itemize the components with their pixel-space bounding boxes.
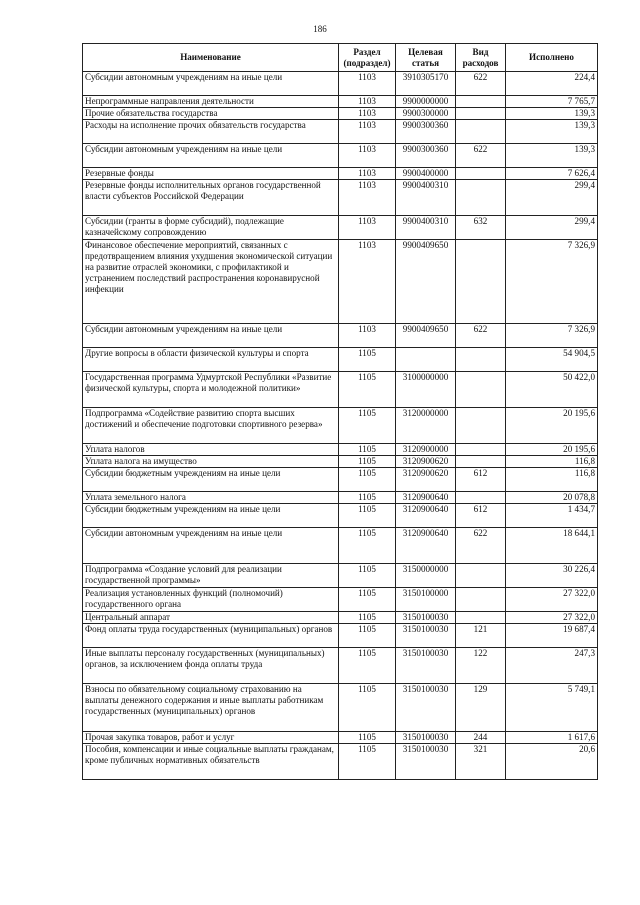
row-amount-cell: 116,8 — [506, 456, 598, 468]
header-amount: Исполнено — [506, 44, 598, 72]
row-section-cell: 1105 — [339, 588, 396, 612]
row-name-cell: Подпрограмма «Создание условий для реализации государственной программы» — [83, 564, 339, 588]
row-type-cell: 622 — [456, 528, 506, 564]
table-row — [83, 408, 598, 444]
row-type-cell — [456, 120, 506, 144]
header-target: Целевая статья — [396, 44, 456, 72]
table-row — [83, 624, 598, 648]
table-row — [83, 216, 598, 240]
row-type-cell — [456, 456, 506, 468]
row-target-cell — [396, 348, 456, 372]
row-target-cell: 3120900640 — [396, 492, 456, 504]
row-name-cell: Другие вопросы в области физической культуры и спорта — [83, 348, 339, 372]
row-type-cell — [456, 444, 506, 456]
table-row — [83, 348, 598, 372]
row-amount-cell: 7 626,4 — [506, 168, 598, 180]
row-section-cell: 1103 — [339, 96, 396, 108]
table-row — [83, 528, 598, 564]
row-section-cell: 1105 — [339, 372, 396, 408]
row-section-cell: 1103 — [339, 168, 396, 180]
row-type-cell — [456, 564, 506, 588]
row-name-cell: Субсидии (гранты в форме субсидий), подлежащие казначейскому сопровождению — [83, 216, 339, 240]
row-type-cell — [456, 240, 506, 324]
row-target-cell: 9900300360 — [396, 144, 456, 168]
row-target-cell: 3910305170 — [396, 72, 456, 96]
row-name-cell: Резервные фонды — [83, 168, 339, 180]
row-amount-cell: 7 326,9 — [506, 240, 598, 324]
table-row — [83, 684, 598, 732]
row-type-cell: 612 — [456, 504, 506, 528]
row-name-cell: Центральный аппарат — [83, 612, 339, 624]
row-amount-cell: 247,3 — [506, 648, 598, 684]
row-section-cell: 1105 — [339, 408, 396, 444]
row-amount-cell: 224,4 — [506, 72, 598, 96]
table-row — [83, 492, 598, 504]
row-name-cell: Пособия, компенсации и иные социальные выплаты гражданам, кроме публичных нормативных обязательств — [83, 744, 339, 780]
row-name-cell: Субсидии автономным учреждениям на иные цели — [83, 528, 339, 564]
row-section-cell: 1105 — [339, 612, 396, 624]
row-target-cell: 3150100030 — [396, 684, 456, 732]
row-name-cell: Прочие обязательства государства — [83, 108, 339, 120]
row-section-cell: 1103 — [339, 72, 396, 96]
row-target-cell: 9900400310 — [396, 180, 456, 216]
row-section-cell: 1105 — [339, 456, 396, 468]
table-row — [83, 468, 598, 492]
row-name-cell: Резервные фонды исполнительных органов государственной власти субъектов Российской Федерации — [83, 180, 339, 216]
row-section-cell: 1105 — [339, 684, 396, 732]
row-section-cell: 1105 — [339, 348, 396, 372]
table-row — [83, 120, 598, 144]
row-amount-cell: 27 322,0 — [506, 612, 598, 624]
row-name-cell: Фонд оплаты труда государственных (муниципальных) органов — [83, 624, 339, 648]
row-amount-cell: 18 644,1 — [506, 528, 598, 564]
row-target-cell: 9900300000 — [396, 108, 456, 120]
row-name-cell: Иные выплаты персоналу государственных (муниципальных) органов, за исключением фонда оплаты труда — [83, 648, 339, 684]
row-amount-cell: 299,4 — [506, 180, 598, 216]
row-section-cell: 1103 — [339, 108, 396, 120]
page-number: 186 — [313, 24, 327, 34]
table-header-row — [83, 44, 598, 72]
row-target-cell: 3100000000 — [396, 372, 456, 408]
row-target-cell: 3150100030 — [396, 648, 456, 684]
row-type-cell: 122 — [456, 648, 506, 684]
row-type-cell — [456, 372, 506, 408]
row-type-cell — [456, 492, 506, 504]
table-body — [83, 72, 598, 780]
row-target-cell: 9900000000 — [396, 96, 456, 108]
row-name-cell: Уплата земельного налога — [83, 492, 339, 504]
row-type-cell — [456, 408, 506, 444]
row-target-cell: 9900400310 — [396, 216, 456, 240]
row-section-cell: 1105 — [339, 564, 396, 588]
row-section-cell: 1105 — [339, 744, 396, 780]
row-type-cell — [456, 588, 506, 612]
row-target-cell: 3120900640 — [396, 528, 456, 564]
row-name-cell: Расходы на исполнение прочих обязательств государства — [83, 120, 339, 144]
table-row — [83, 372, 598, 408]
row-name-cell: Государственная программа Удмуртской Республики «Развитие физической культуры, спорта и молодежной политики» — [83, 372, 339, 408]
row-name-cell: Уплата налога на имущество — [83, 456, 339, 468]
table-row — [83, 144, 598, 168]
row-amount-cell: 1 617,6 — [506, 732, 598, 744]
row-name-cell: Реализация установленных функций (полномочий) государственного органа — [83, 588, 339, 612]
row-name-cell: Субсидии автономным учреждениям на иные цели — [83, 324, 339, 348]
row-type-cell — [456, 96, 506, 108]
row-amount-cell: 139,3 — [506, 108, 598, 120]
row-name-cell: Подпрограмма «Содействие развитию спорта высших достижений и обеспечение подготовки спортивного резерва» — [83, 408, 339, 444]
row-amount-cell: 1 434,7 — [506, 504, 598, 528]
row-section-cell: 1105 — [339, 504, 396, 528]
row-name-cell: Прочая закупка товаров, работ и услуг — [83, 732, 339, 744]
row-target-cell: 3150100030 — [396, 612, 456, 624]
row-name-cell: Субсидии бюджетным учреждениям на иные цели — [83, 504, 339, 528]
row-amount-cell: 116,8 — [506, 468, 598, 492]
row-amount-cell: 50 422,0 — [506, 372, 598, 408]
row-type-cell: 622 — [456, 144, 506, 168]
table-row — [83, 240, 598, 324]
table-row — [83, 732, 598, 744]
row-type-cell: 612 — [456, 468, 506, 492]
row-section-cell: 1103 — [339, 120, 396, 144]
row-type-cell — [456, 180, 506, 216]
row-name-cell: Уплата налогов — [83, 444, 339, 456]
table-row — [83, 324, 598, 348]
table-row — [83, 72, 598, 96]
row-section-cell: 1105 — [339, 444, 396, 456]
row-section-cell: 1103 — [339, 324, 396, 348]
row-target-cell: 3120900620 — [396, 456, 456, 468]
row-amount-cell: 139,3 — [506, 144, 598, 168]
row-type-cell — [456, 348, 506, 372]
row-type-cell: 244 — [456, 732, 506, 744]
row-section-cell: 1103 — [339, 180, 396, 216]
row-type-cell: 622 — [456, 324, 506, 348]
row-section-cell: 1105 — [339, 648, 396, 684]
row-type-cell — [456, 612, 506, 624]
row-section-cell: 1105 — [339, 732, 396, 744]
row-name-cell: Субсидии автономным учреждениям на иные цели — [83, 72, 339, 96]
row-amount-cell: 20 078,8 — [506, 492, 598, 504]
header-section: Раздел (подраздел) — [339, 44, 396, 72]
row-target-cell: 3150100030 — [396, 744, 456, 780]
row-section-cell: 1105 — [339, 468, 396, 492]
table-row — [83, 504, 598, 528]
header-type: Вид расходов — [456, 44, 506, 72]
row-type-cell: 121 — [456, 624, 506, 648]
table-row — [83, 588, 598, 612]
table-row — [83, 456, 598, 468]
table-row — [83, 612, 598, 624]
row-section-cell: 1105 — [339, 624, 396, 648]
row-type-cell — [456, 168, 506, 180]
row-section-cell: 1103 — [339, 240, 396, 324]
row-section-cell: 1105 — [339, 528, 396, 564]
row-target-cell: 3150100000 — [396, 588, 456, 612]
row-type-cell: 129 — [456, 684, 506, 732]
row-type-cell: 321 — [456, 744, 506, 780]
row-target-cell: 9900409650 — [396, 324, 456, 348]
table-row — [83, 744, 598, 780]
row-target-cell: 3150100030 — [396, 624, 456, 648]
row-target-cell: 3120900640 — [396, 504, 456, 528]
row-target-cell: 3120000000 — [396, 408, 456, 444]
row-amount-cell: 5 749,1 — [506, 684, 598, 732]
row-target-cell: 9900409650 — [396, 240, 456, 324]
row-type-cell: 622 — [456, 72, 506, 96]
table-row — [83, 648, 598, 684]
row-amount-cell: 20,6 — [506, 744, 598, 780]
table-row — [83, 180, 598, 216]
row-name-cell: Субсидии автономным учреждениям на иные цели — [83, 144, 339, 168]
row-amount-cell: 30 226,4 — [506, 564, 598, 588]
table-row — [83, 168, 598, 180]
table-row — [83, 444, 598, 456]
row-name-cell: Финансовое обеспечение мероприятий, связанных с предотвращением влияния ухудшения экономической ситуации на развитие отраслей экономики, с профилактикой и устранением последствий распространения коронавирусной инфекции — [83, 240, 339, 324]
row-target-cell: 3150000000 — [396, 564, 456, 588]
row-amount-cell: 27 322,0 — [506, 588, 598, 612]
row-amount-cell: 54 904,5 — [506, 348, 598, 372]
row-amount-cell: 19 687,4 — [506, 624, 598, 648]
row-name-cell: Субсидии бюджетным учреждениям на иные цели — [83, 468, 339, 492]
header-name: Наименование — [83, 44, 339, 72]
row-amount-cell: 299,4 — [506, 216, 598, 240]
row-section-cell: 1105 — [339, 492, 396, 504]
budget-execution-table — [82, 43, 598, 780]
row-section-cell: 1103 — [339, 144, 396, 168]
row-section-cell: 1103 — [339, 216, 396, 240]
row-target-cell: 3150100030 — [396, 732, 456, 744]
row-amount-cell: 20 195,6 — [506, 408, 598, 444]
row-type-cell: 632 — [456, 216, 506, 240]
row-target-cell: 9900300360 — [396, 120, 456, 144]
row-name-cell: Непрограммные направления деятельности — [83, 96, 339, 108]
row-amount-cell: 139,3 — [506, 120, 598, 144]
row-target-cell: 9900400000 — [396, 168, 456, 180]
row-name-cell: Взносы по обязательному социальному страхованию на выплаты денежного содержания и иные выплаты работникам государственных (муниципальных) органов — [83, 684, 339, 732]
row-type-cell — [456, 108, 506, 120]
table-row — [83, 108, 598, 120]
row-amount-cell: 7 326,9 — [506, 324, 598, 348]
row-amount-cell: 7 765,7 — [506, 96, 598, 108]
row-amount-cell: 20 195,6 — [506, 444, 598, 456]
row-target-cell: 3120900000 — [396, 444, 456, 456]
row-target-cell: 3120900620 — [396, 468, 456, 492]
table-row — [83, 96, 598, 108]
table-row — [83, 564, 598, 588]
